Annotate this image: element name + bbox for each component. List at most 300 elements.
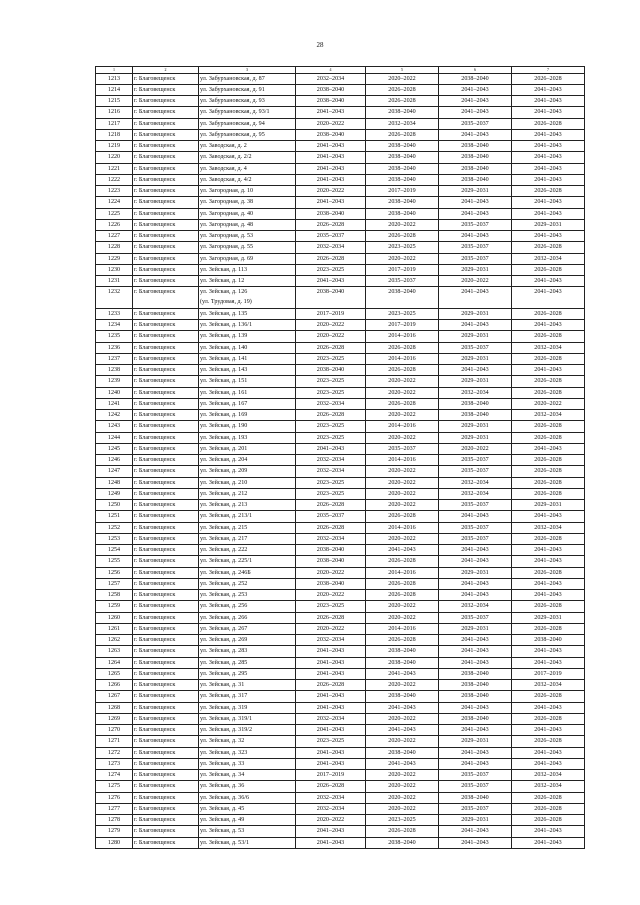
- table-row: [96, 803, 585, 814]
- period-cell: 2026–2028: [366, 556, 439, 567]
- period-cell: 2032–2034: [366, 118, 439, 129]
- address-cell: ул. Зейская, д. 295: [199, 668, 296, 679]
- column-number: 4: [296, 67, 366, 74]
- table-row: [96, 725, 585, 736]
- row-number-cell: 1258: [96, 590, 133, 601]
- period-cell: 2032–2034: [512, 410, 585, 421]
- row-number-cell: 1242: [96, 410, 133, 421]
- period-cell: 2035–2037: [296, 511, 366, 522]
- period-cell: 2041–2043: [439, 578, 512, 589]
- period-cell: 2014–2016: [366, 567, 439, 578]
- row-number-cell: 1239: [96, 376, 133, 387]
- address-cell: ул. Забурхановская, д. 91: [199, 84, 296, 95]
- period-cell: 2026–2028: [512, 623, 585, 634]
- period-cell: 2041–2043: [512, 590, 585, 601]
- period-cell: 2026–2028: [366, 342, 439, 353]
- period-cell: 2041–2043: [296, 443, 366, 454]
- row-number-cell: 1230: [96, 264, 133, 275]
- table-row: [96, 320, 585, 331]
- row-number-cell: 1225: [96, 208, 133, 219]
- table-row: [96, 837, 585, 848]
- period-cell: 2020–2022: [366, 253, 439, 264]
- period-cell: 2038–2040: [439, 73, 512, 84]
- period-cell: 2023–2025: [296, 488, 366, 499]
- address-cell: ул. Зейская, д. 269: [199, 635, 296, 646]
- period-cell: 2020–2022: [366, 500, 439, 511]
- period-cell: 2026–2028: [366, 590, 439, 601]
- period-cell: 2029–2031: [512, 612, 585, 623]
- row-number-cell: 1245: [96, 443, 133, 454]
- city-cell: г. Благовещенск: [133, 129, 199, 140]
- address-cell: ул. Зейская, д. 285: [199, 657, 296, 668]
- table-row: [96, 219, 585, 230]
- table-row: [96, 107, 585, 118]
- period-cell: 2038–2040: [439, 792, 512, 803]
- row-number-cell: 1265: [96, 668, 133, 679]
- row-number-cell: 1241: [96, 398, 133, 409]
- period-cell: 2041–2043: [512, 84, 585, 95]
- period-cell: 2020–2022: [366, 781, 439, 792]
- period-cell: 2020–2022: [366, 612, 439, 623]
- period-cell: 2032–2034: [512, 253, 585, 264]
- city-cell: г. Благовещенск: [133, 398, 199, 409]
- table-row: [96, 242, 585, 253]
- city-cell: г. Благовещенск: [133, 533, 199, 544]
- period-cell: 2041–2043: [512, 511, 585, 522]
- period-cell: 2020–2022: [366, 601, 439, 612]
- address-cell: ул. Зейская, д. 45: [199, 803, 296, 814]
- period-cell: 2023–2025: [296, 387, 366, 398]
- city-cell: г. Благовещенск: [133, 657, 199, 668]
- row-number-cell: 1237: [96, 353, 133, 364]
- table-row: [96, 646, 585, 657]
- period-cell: 2041–2043: [296, 747, 366, 758]
- table-row: [96, 331, 585, 342]
- period-cell: 2041–2043: [296, 107, 366, 118]
- address-cell: ул. Зейская, д. 36: [199, 781, 296, 792]
- period-cell: 2035–2037: [439, 219, 512, 230]
- period-cell: 2041–2043: [296, 163, 366, 174]
- period-cell: 2038–2040: [296, 208, 366, 219]
- period-cell: 2038–2040: [366, 107, 439, 118]
- period-cell: 2041–2043: [512, 163, 585, 174]
- period-cell: 2026–2028: [512, 792, 585, 803]
- period-cell: 2041–2043: [439, 635, 512, 646]
- period-cell: 2032–2034: [296, 533, 366, 544]
- address-cell: ул. Зейская, д. 217: [199, 533, 296, 544]
- city-cell: г. Благовещенск: [133, 747, 199, 758]
- period-cell: 2017–2019: [366, 264, 439, 275]
- address-cell: ул. Загородная, д. 10: [199, 186, 296, 197]
- address-cell: ул. Зейская, д. 215: [199, 522, 296, 533]
- table-row: [96, 197, 585, 208]
- period-cell: 2041–2043: [512, 725, 585, 736]
- table-row: [96, 736, 585, 747]
- column-number: 5: [366, 67, 439, 74]
- city-cell: г. Благовещенск: [133, 174, 199, 185]
- period-cell: 2032–2034: [439, 488, 512, 499]
- row-number-cell: 1275: [96, 781, 133, 792]
- period-cell: 2026–2028: [296, 500, 366, 511]
- period-cell: 2041–2043: [439, 545, 512, 556]
- row-number-cell: 1276: [96, 792, 133, 803]
- row-number-cell: 1215: [96, 96, 133, 107]
- row-number-cell: 1234: [96, 320, 133, 331]
- period-cell: 2026–2028: [512, 815, 585, 826]
- period-cell: 2041–2043: [512, 276, 585, 287]
- period-cell: 2026–2028: [512, 264, 585, 275]
- address-cell: ул. Зейская, д. 36/6: [199, 792, 296, 803]
- period-cell: 2020–2022: [366, 488, 439, 499]
- address-cell: ул. Зейская, д. 190: [199, 421, 296, 432]
- row-number-cell: 1273: [96, 758, 133, 769]
- table-row: [96, 276, 585, 287]
- period-cell: 2041–2043: [366, 725, 439, 736]
- table-row: [96, 141, 585, 152]
- period-cell: 2026–2028: [512, 455, 585, 466]
- period-cell: 2032–2034: [296, 398, 366, 409]
- city-cell: г. Благовещенск: [133, 231, 199, 242]
- city-cell: г. Благовещенск: [133, 612, 199, 623]
- address-cell: ул. Зейская, д. 225/1: [199, 556, 296, 567]
- city-cell: г. Благовещенск: [133, 488, 199, 499]
- city-cell: г. Благовещенск: [133, 118, 199, 129]
- table-row: [96, 443, 585, 454]
- row-number-cell: 1261: [96, 623, 133, 634]
- row-number-cell: 1218: [96, 129, 133, 140]
- period-cell: 2020–2022: [512, 398, 585, 409]
- period-cell: 2035–2037: [439, 533, 512, 544]
- period-cell: 2035–2037: [366, 443, 439, 454]
- city-cell: г. Благовещенск: [133, 770, 199, 781]
- address-cell: ул. Зейская, д. 33: [199, 758, 296, 769]
- row-number-cell: 1267: [96, 691, 133, 702]
- city-cell: г. Благовещенск: [133, 84, 199, 95]
- period-cell: 2041–2043: [439, 837, 512, 848]
- period-cell: 2035–2037: [439, 242, 512, 253]
- period-cell: 2020–2022: [296, 567, 366, 578]
- period-cell: 2038–2040: [366, 747, 439, 758]
- period-cell: 2026–2028: [512, 331, 585, 342]
- period-cell: 2029–2031: [439, 623, 512, 634]
- period-cell: 2041–2043: [512, 758, 585, 769]
- period-cell: 2041–2043: [512, 96, 585, 107]
- city-cell: г. Благовещенск: [133, 376, 199, 387]
- period-cell: 2038–2040: [366, 657, 439, 668]
- table-row: [96, 578, 585, 589]
- period-cell: 2041–2043: [439, 107, 512, 118]
- row-number-cell: 1246: [96, 455, 133, 466]
- period-cell: 2020–2022: [366, 376, 439, 387]
- row-number-cell: 1240: [96, 387, 133, 398]
- period-cell: 2038–2040: [366, 646, 439, 657]
- period-cell: 2026–2028: [512, 242, 585, 253]
- period-cell: 2020–2022: [366, 219, 439, 230]
- period-cell: 2041–2043: [296, 702, 366, 713]
- period-cell: 2023–2025: [296, 376, 366, 387]
- address-cell: ул. Загородная, д. 38: [199, 197, 296, 208]
- period-cell: 2026–2028: [512, 466, 585, 477]
- period-cell: 2032–2034: [296, 73, 366, 84]
- city-cell: г. Благовещенск: [133, 219, 199, 230]
- period-cell: 2041–2043: [512, 174, 585, 185]
- period-cell: 2041–2043: [439, 129, 512, 140]
- period-cell: 2035–2037: [439, 253, 512, 264]
- table-row: [96, 387, 585, 398]
- period-cell: 2041–2043: [439, 197, 512, 208]
- period-cell: 2026–2028: [512, 186, 585, 197]
- row-number-cell: 1278: [96, 815, 133, 826]
- period-cell: 2023–2025: [296, 477, 366, 488]
- address-cell: ул. Зейская, д. 53/1: [199, 837, 296, 848]
- period-cell: 2020–2022: [366, 387, 439, 398]
- column-number: 6: [439, 67, 512, 74]
- address-cell: ул. Зейская, д. 49: [199, 815, 296, 826]
- table-row: [96, 96, 585, 107]
- table-row: [96, 174, 585, 185]
- row-number-cell: 1221: [96, 163, 133, 174]
- row-number-cell: 1226: [96, 219, 133, 230]
- address-cell: ул. Зейская, д. 319/2: [199, 725, 296, 736]
- period-cell: 2026–2028: [512, 533, 585, 544]
- row-number-cell: 1249: [96, 488, 133, 499]
- address-cell: ул. Зейская, д. 253: [199, 590, 296, 601]
- period-cell: 2029–2031: [439, 331, 512, 342]
- row-number-cell: 1243: [96, 421, 133, 432]
- address-cell: ул. Зейская, д. 136/1: [199, 320, 296, 331]
- period-cell: 2026–2028: [512, 308, 585, 319]
- address-cell: ул. Загородная, д. 69: [199, 253, 296, 264]
- table-row: [96, 264, 585, 275]
- period-cell: 2032–2034: [296, 635, 366, 646]
- period-cell: 2029–2031: [439, 736, 512, 747]
- address-cell: ул. Зейская, д. 31: [199, 680, 296, 691]
- address-cell: [199, 287, 296, 309]
- city-cell: г. Благовещенск: [133, 432, 199, 443]
- column-number: 3: [199, 67, 296, 74]
- period-cell: 2029–2031: [512, 500, 585, 511]
- period-cell: 2020–2022: [366, 533, 439, 544]
- period-cell: 2038–2040: [366, 152, 439, 163]
- city-cell: г. Благовещенск: [133, 500, 199, 511]
- city-cell: г. Благовещенск: [133, 163, 199, 174]
- period-cell: 2041–2043: [296, 174, 366, 185]
- row-number-cell: 1213: [96, 73, 133, 84]
- address-cell: ул. Зейская, д. 252: [199, 578, 296, 589]
- city-cell: г. Благовещенск: [133, 567, 199, 578]
- period-cell: 2035–2037: [439, 781, 512, 792]
- city-cell: г. Благовещенск: [133, 208, 199, 219]
- period-cell: 2029–2031: [439, 567, 512, 578]
- period-cell: 2038–2040: [366, 163, 439, 174]
- row-number-cell: 1251: [96, 511, 133, 522]
- row-number-cell: 1280: [96, 837, 133, 848]
- period-cell: 2041–2043: [512, 152, 585, 163]
- period-cell: 2041–2043: [296, 276, 366, 287]
- row-number-cell: 1253: [96, 533, 133, 544]
- city-cell: г. Благовещенск: [133, 443, 199, 454]
- period-cell: 2026–2028: [512, 432, 585, 443]
- table-row: [96, 747, 585, 758]
- period-cell: 2020–2022: [366, 432, 439, 443]
- period-cell: 2038–2040: [366, 837, 439, 848]
- row-number-cell: 1214: [96, 84, 133, 95]
- period-cell: 2032–2034: [512, 770, 585, 781]
- period-cell: 2032–2034: [439, 477, 512, 488]
- period-cell: 2020–2022: [366, 477, 439, 488]
- table-row: [96, 163, 585, 174]
- city-cell: г. Благовещенск: [133, 152, 199, 163]
- page-number: 28: [316, 41, 324, 49]
- city-cell: г. Благовещенск: [133, 736, 199, 747]
- table-row: [96, 466, 585, 477]
- period-cell: 2026–2028: [512, 387, 585, 398]
- period-cell: 2038–2040: [296, 578, 366, 589]
- period-cell: 2029–2031: [439, 815, 512, 826]
- table-row: [96, 511, 585, 522]
- period-cell: 2041–2043: [439, 84, 512, 95]
- period-cell: 2035–2037: [439, 612, 512, 623]
- period-cell: 2020–2022: [296, 118, 366, 129]
- period-cell: 2023–2025: [296, 421, 366, 432]
- period-cell: 2023–2025: [366, 815, 439, 826]
- housing-register-table: [95, 66, 585, 849]
- table-row: [96, 287, 585, 309]
- period-cell: 2020–2022: [296, 590, 366, 601]
- row-number-cell: 1259: [96, 601, 133, 612]
- address-cell: ул. Зейская, д. 212: [199, 488, 296, 499]
- table-row: [96, 657, 585, 668]
- row-number-cell: 1277: [96, 803, 133, 814]
- row-number-cell: 1271: [96, 736, 133, 747]
- address-cell: ул. Зейская, д. 32: [199, 736, 296, 747]
- period-cell: 2041–2043: [439, 702, 512, 713]
- table-row: [96, 231, 585, 242]
- city-cell: г. Благовещенск: [133, 590, 199, 601]
- period-cell: 2026–2028: [296, 612, 366, 623]
- city-cell: г. Благовещенск: [133, 308, 199, 319]
- period-cell: 2026–2028: [512, 477, 585, 488]
- period-cell: 2026–2028: [512, 803, 585, 814]
- row-number-cell: 1229: [96, 253, 133, 264]
- address-line-alt: (ул. Трудовая, д. 19): [200, 299, 252, 306]
- period-cell: 2032–2034: [296, 455, 366, 466]
- table-row: [96, 713, 585, 724]
- table-row: [96, 556, 585, 567]
- row-number-cell: 1244: [96, 432, 133, 443]
- row-number-cell: 1270: [96, 725, 133, 736]
- address-cell: ул. Зейская, д. 169: [199, 410, 296, 421]
- period-cell: 2041–2043: [512, 129, 585, 140]
- table-row: [96, 152, 585, 163]
- period-cell: 2017–2019: [296, 308, 366, 319]
- city-cell: г. Благовещенск: [133, 781, 199, 792]
- row-number-cell: 1274: [96, 770, 133, 781]
- row-number-cell: 1263: [96, 646, 133, 657]
- period-cell: 2017–2019: [366, 186, 439, 197]
- period-cell: 2041–2043: [512, 107, 585, 118]
- address-cell: ул. Зейская, д. 246Б: [199, 567, 296, 578]
- period-cell: 2041–2043: [439, 208, 512, 219]
- period-cell: 2017–2019: [366, 320, 439, 331]
- address-cell: ул. Зейская, д. 319: [199, 702, 296, 713]
- table-row: [96, 376, 585, 387]
- period-cell: 2020–2022: [439, 443, 512, 454]
- address-line: ул. Зейская, д. 126: [200, 289, 248, 296]
- table-row: [96, 253, 585, 264]
- period-cell: 2038–2040: [439, 398, 512, 409]
- table-row: [96, 770, 585, 781]
- period-cell: 2029–2031: [439, 376, 512, 387]
- period-cell: 2023–2025: [366, 308, 439, 319]
- period-cell: 2035–2037: [439, 118, 512, 129]
- column-number: 2: [133, 67, 199, 74]
- period-cell: 2041–2043: [296, 141, 366, 152]
- period-cell: 2023–2025: [296, 264, 366, 275]
- address-cell: ул. Зейская, д. 161: [199, 387, 296, 398]
- period-cell: 2029–2031: [512, 219, 585, 230]
- period-cell: 2029–2031: [439, 186, 512, 197]
- address-cell: ул. Зейская, д. 204: [199, 455, 296, 466]
- period-cell: 2041–2043: [512, 545, 585, 556]
- address-cell: ул. Загородная, д. 48: [199, 219, 296, 230]
- row-number-cell: 1266: [96, 680, 133, 691]
- address-cell: ул. Зейская, д. 213/1: [199, 511, 296, 522]
- period-cell: 2041–2043: [366, 668, 439, 679]
- period-cell: 2041–2043: [512, 646, 585, 657]
- period-cell: 2041–2043: [512, 141, 585, 152]
- period-cell: 2020–2022: [366, 770, 439, 781]
- address-cell: ул. Зейская, д. 139: [199, 331, 296, 342]
- row-number-cell: 1233: [96, 308, 133, 319]
- period-cell: 2023–2025: [296, 601, 366, 612]
- table-row: [96, 781, 585, 792]
- period-cell: 2041–2043: [296, 197, 366, 208]
- period-cell: 2038–2040: [439, 152, 512, 163]
- city-cell: г. Благовещенск: [133, 646, 199, 657]
- column-number: 7: [512, 67, 585, 74]
- period-cell: 2038–2040: [366, 197, 439, 208]
- period-cell: 2020–2022: [366, 792, 439, 803]
- period-cell: 2038–2040: [439, 410, 512, 421]
- period-cell: 2041–2043: [439, 365, 512, 376]
- table-row: [96, 455, 585, 466]
- period-cell: 2023–2025: [296, 736, 366, 747]
- city-cell: г. Благовещенск: [133, 522, 199, 533]
- address-cell: ул. Зейская, д. 53: [199, 826, 296, 837]
- city-cell: г. Благовещенск: [133, 186, 199, 197]
- period-cell: 2038–2040: [439, 174, 512, 185]
- period-cell: 2041–2043: [439, 646, 512, 657]
- table-row: [96, 815, 585, 826]
- address-cell: ул. Зейская, д. 201: [199, 443, 296, 454]
- row-number-cell: 1224: [96, 197, 133, 208]
- period-cell: 2038–2040: [296, 96, 366, 107]
- period-cell: 2029–2031: [439, 421, 512, 432]
- row-number-cell: 1279: [96, 826, 133, 837]
- city-cell: г. Благовещенск: [133, 276, 199, 287]
- city-cell: г. Благовещенск: [133, 815, 199, 826]
- period-cell: 2026–2028: [512, 376, 585, 387]
- period-cell: 2038–2040: [296, 545, 366, 556]
- address-cell: ул. Забурхановская, д. 93: [199, 96, 296, 107]
- city-cell: г. Благовещенск: [133, 421, 199, 432]
- period-cell: 2026–2028: [296, 342, 366, 353]
- period-cell: 2026–2028: [512, 736, 585, 747]
- address-cell: ул. Загородная, д. 40: [199, 208, 296, 219]
- period-cell: 2041–2043: [296, 691, 366, 702]
- table-row: [96, 702, 585, 713]
